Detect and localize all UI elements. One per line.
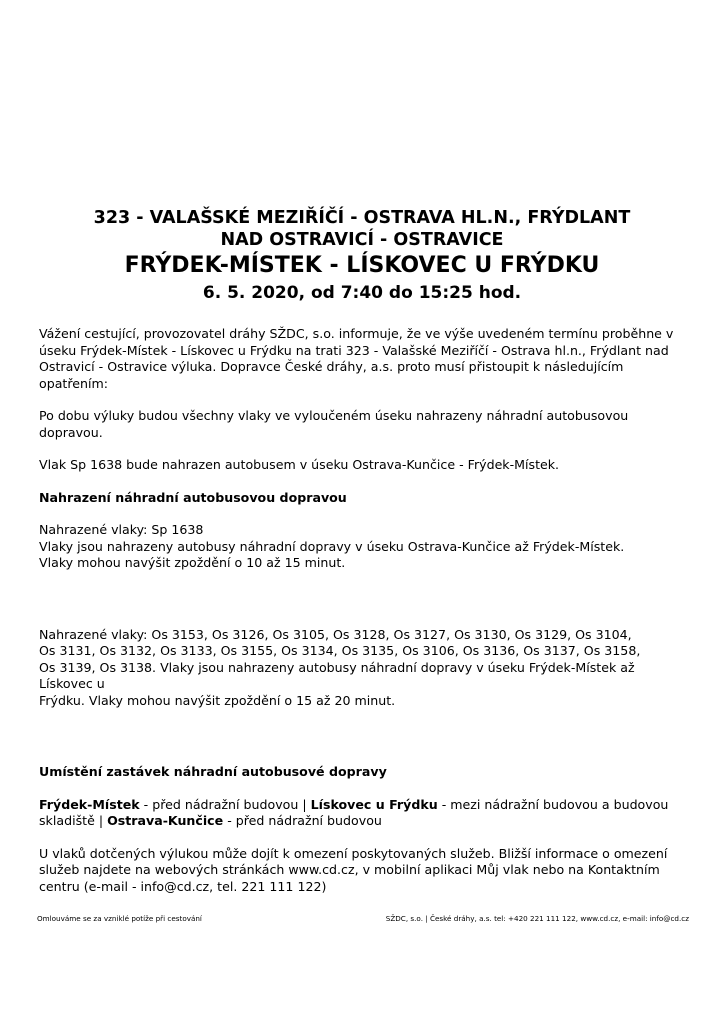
notice-header xyxy=(0,207,724,305)
block2-line4: Frýdku. Vlaky mohou navýšit zpoždění o 15 až 20 minut. xyxy=(39,692,396,708)
line-title: 323 - VALAŠSKÉ MEZIŘÍČÍ - OSTRAVA HL.N., FRÝDLANT xyxy=(93,208,631,228)
intro-paragraph: Vážení cestující, provozovatel dráhy SŽDC, s.o. informuje, že ve výše uvedeném termínu proběhne v úseku Frýdek-Místek - Lískovec u Frýdku na trati 323 - Valašské Meziříčí - Ostrava hl.n., Frýdlant nad Ostravicí - Ostravice výluka. Dopravce České dráhy, a.s. proto musí přistoupit k následujícím opatřením: xyxy=(39,326,674,391)
stop-name-2: Lískovec u Frýdku xyxy=(310,796,438,812)
info-paragraph: U vlaků dotčených výlukou může dojít k omezení poskytovaných služeb. Bližší informace o omezení služeb najdete na webových stránkách www.cd.cz, v mobilní aplikaci Můj vlak nebo na Kontaktním centru (e-mail - info@cd.cz, tel. 221 111 122) xyxy=(39,845,668,894)
section-title: FRÝDEK-MÍSTEK - LÍSKOVEC U FRÝDKU xyxy=(124,253,600,278)
date-range: 6. 5. 2020, od 7:40 do 15:25 hod. xyxy=(202,283,522,303)
stop-desc-3: - před nádražní budovou xyxy=(223,813,382,828)
stop-desc-2: - mezi nádražní budovou a budovou skladiště | xyxy=(39,796,669,828)
replacement-block-1 xyxy=(39,522,689,572)
sp1638-paragraph: Vlak Sp 1638 bude nahrazen autobusem v úseku Ostrava-Kunčice - Frýdek-Místek. xyxy=(39,457,560,472)
line-title-cont: NAD OSTRAVICÍ - OSTRAVICE xyxy=(220,230,504,250)
notice-body xyxy=(39,326,689,895)
section-heading-replacement: Nahrazení náhradní autobusovou dopravou xyxy=(39,489,347,505)
stop-name-3: Ostrava-Kunčice xyxy=(107,813,224,828)
block1-line2: Vlaky jsou nahrazeny autobusy náhradní dopravy v úseku Ostrava-Kunčice až Frýdek-Místek. xyxy=(39,538,625,554)
block2-line2: Os 3131, Os 3132, Os 3133, Os 3155, Os 3134, Os 3135, Os 3106, Os 3136, Os 3137, Os 3158, xyxy=(39,643,641,658)
section-heading-stops: Umístění zastávek náhradní autobusové dopravy xyxy=(39,764,387,779)
replacement-paragraph: Po dobu výluky budou všechny vlaky ve vyloučeném úseku nahrazeny náhradní autobusovou dopravou. xyxy=(39,408,629,440)
footer-apology: Omlouváme se za vzniklé potíže při cestování xyxy=(37,914,202,923)
replacement-block-2 xyxy=(39,627,689,710)
stops-paragraph xyxy=(39,797,689,830)
footer-contact: SŽDC, s.o. | České dráhy, a.s. tel: +420 221 111 122, www.cd.cz, e-mail: info@cd.cz xyxy=(385,914,689,923)
stop-desc-1: - před nádražní budovou | xyxy=(139,796,311,812)
block2-line1: Nahrazené vlaky: Os 3153, Os 3126, Os 3105, Os 3128, Os 3127, Os 3130, Os 3129, Os 3104, xyxy=(39,626,632,642)
block1-line3: Vlaky mohou navýšit zpoždění o 10 až 15 minut. xyxy=(39,555,346,570)
stop-name-1: Frýdek-Místek xyxy=(39,796,140,812)
block2-line3: Os 3139, Os 3138. Vlaky jsou nahrazeny autobusy náhradní dopravy v úseku Frýdek-Místek až Lískovec u xyxy=(39,659,635,691)
block1-line1: Nahrazené vlaky: Sp 1638 xyxy=(39,522,204,537)
